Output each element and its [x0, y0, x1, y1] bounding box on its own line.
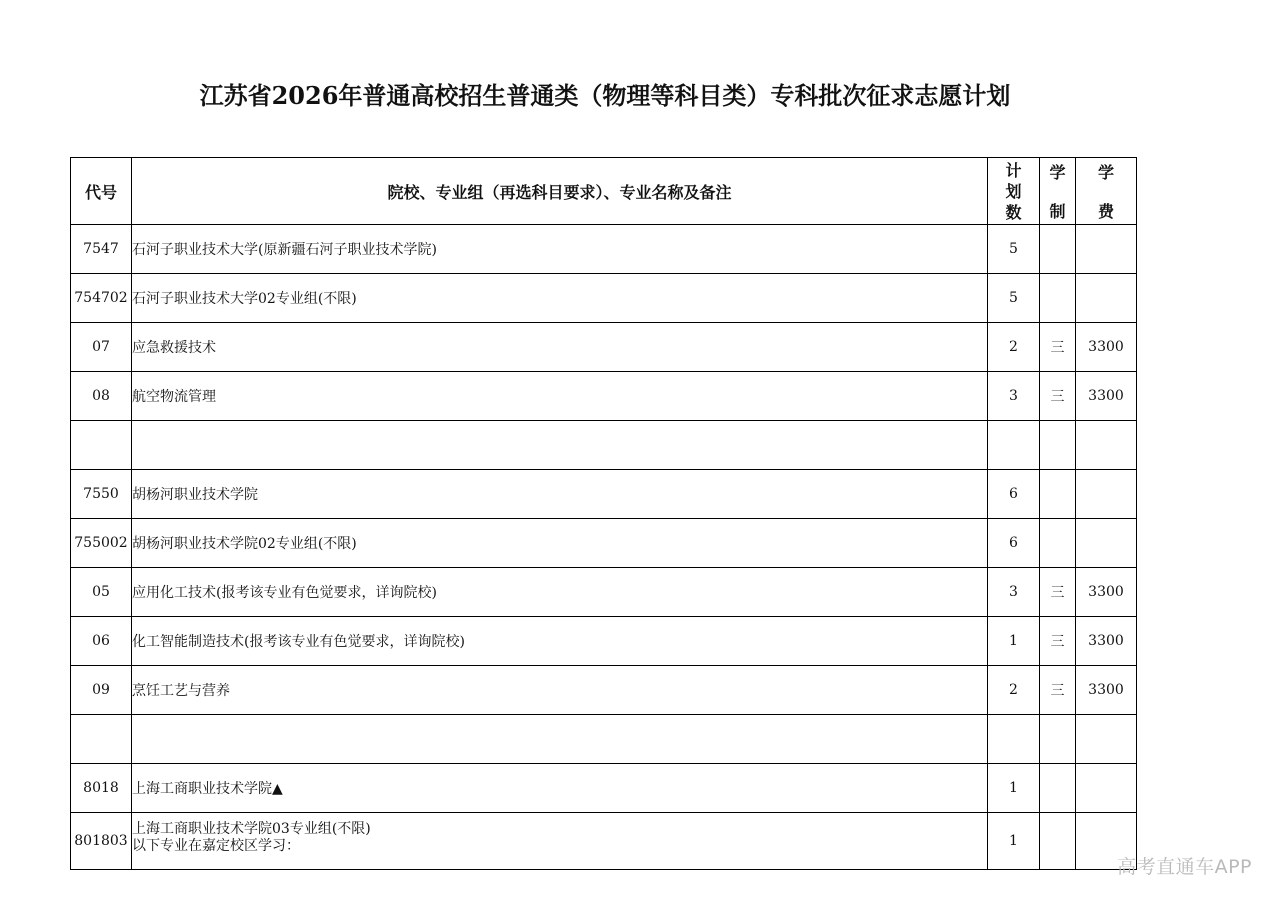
header-duration	[1040, 158, 1076, 225]
header-duration-char: 制	[1049, 202, 1066, 221]
page-title: 江苏省2026年普通高校招生普通类（物理等科目类）专科批次征求志愿计划	[199, 81, 1011, 110]
row-fee	[1076, 764, 1137, 813]
row-name-note: 以下专业在嘉定校区学习：	[132, 838, 300, 854]
row-name: 上海工商职业技术学院▲	[132, 764, 988, 813]
row-code: 754702	[71, 274, 132, 323]
row-duration	[1040, 470, 1076, 519]
row-fee: 3300	[1076, 666, 1137, 715]
row-name: 石河子职业技术大学(原新疆石河子职业技术学院)	[132, 225, 988, 274]
row-duration: 三	[1040, 666, 1076, 715]
row-fee	[1076, 274, 1137, 323]
header-name: 院校、专业组（再选科目要求）、专业名称及备注	[132, 158, 988, 225]
row-name: 烹饪工艺与营养	[132, 666, 988, 715]
row-name	[132, 421, 988, 470]
row-fee	[1076, 225, 1137, 274]
row-name: 胡杨河职业技术学院	[132, 470, 988, 519]
row-code: 09	[71, 666, 132, 715]
row-code: 7547	[71, 225, 132, 274]
table-row	[71, 323, 1137, 372]
header-plan-char: 计	[1005, 160, 1022, 180]
row-fee: 3300	[1076, 323, 1137, 372]
row-code: 06	[71, 617, 132, 666]
row-duration	[1040, 519, 1076, 568]
table-row	[71, 274, 1137, 323]
row-name: 航空物流管理	[132, 372, 988, 421]
header-code: 代号	[71, 158, 132, 225]
header-plan	[988, 158, 1040, 225]
row-duration	[1040, 813, 1076, 870]
header-fee-char: 学	[1097, 163, 1114, 182]
enrollment-plan-table	[70, 157, 1137, 870]
header-fee	[1076, 158, 1137, 225]
row-name	[132, 813, 988, 870]
row-name: 石河子职业技术大学02专业组(不限)	[132, 274, 988, 323]
row-plan: 1	[988, 813, 1040, 870]
row-plan: 1	[988, 617, 1040, 666]
row-duration	[1040, 225, 1076, 274]
row-code: 755002	[71, 519, 132, 568]
table-row	[71, 617, 1137, 666]
row-code	[71, 715, 132, 764]
row-duration: 三	[1040, 568, 1076, 617]
table-header-row	[71, 158, 1137, 225]
table-row	[71, 568, 1137, 617]
table-row-empty	[71, 715, 1137, 764]
row-code: 08	[71, 372, 132, 421]
header-plan-char: 数	[1005, 202, 1022, 222]
row-fee	[1076, 715, 1137, 764]
table-row	[71, 372, 1137, 421]
watermark: 高考直通车APP	[1117, 856, 1252, 878]
row-duration: 三	[1040, 617, 1076, 666]
row-code: 05	[71, 568, 132, 617]
row-fee	[1076, 421, 1137, 470]
row-code: 07	[71, 323, 132, 372]
row-code: 801803	[71, 813, 132, 870]
row-duration	[1040, 715, 1076, 764]
row-fee	[1076, 470, 1137, 519]
row-code: 8018	[71, 764, 132, 813]
row-duration	[1040, 421, 1076, 470]
row-plan: 1	[988, 764, 1040, 813]
row-code	[71, 421, 132, 470]
row-plan: 5	[988, 274, 1040, 323]
row-fee: 3300	[1076, 617, 1137, 666]
header-plan-char: 划	[1005, 181, 1022, 201]
row-fee: 3300	[1076, 372, 1137, 421]
row-plan: 5	[988, 225, 1040, 274]
row-fee: 3300	[1076, 568, 1137, 617]
row-duration	[1040, 764, 1076, 813]
row-plan	[988, 715, 1040, 764]
row-plan: 2	[988, 666, 1040, 715]
row-name	[132, 715, 988, 764]
row-plan: 3	[988, 372, 1040, 421]
header-duration-char: 学	[1049, 163, 1066, 182]
table-row-empty	[71, 421, 1137, 470]
table-row	[71, 666, 1137, 715]
row-fee	[1076, 519, 1137, 568]
row-name-line: 上海工商职业技术学院03专业组(不限)	[132, 821, 371, 837]
row-duration: 三	[1040, 323, 1076, 372]
row-name: 化工智能制造技术(报考该专业有色觉要求，详询院校)	[132, 617, 988, 666]
table-row	[71, 470, 1137, 519]
row-plan	[988, 421, 1040, 470]
row-duration	[1040, 274, 1076, 323]
table-row	[71, 764, 1137, 813]
row-name: 应用化工技术(报考该专业有色觉要求，详询院校)	[132, 568, 988, 617]
row-plan: 6	[988, 519, 1040, 568]
row-plan: 2	[988, 323, 1040, 372]
row-plan: 3	[988, 568, 1040, 617]
row-code: 7550	[71, 470, 132, 519]
table-row	[71, 813, 1137, 870]
header-fee-char: 费	[1097, 202, 1114, 221]
table-row	[71, 225, 1137, 274]
row-name: 胡杨河职业技术学院02专业组(不限)	[132, 519, 988, 568]
table-row	[71, 519, 1137, 568]
row-plan: 6	[988, 470, 1040, 519]
row-name: 应急救援技术	[132, 323, 988, 372]
row-duration: 三	[1040, 372, 1076, 421]
